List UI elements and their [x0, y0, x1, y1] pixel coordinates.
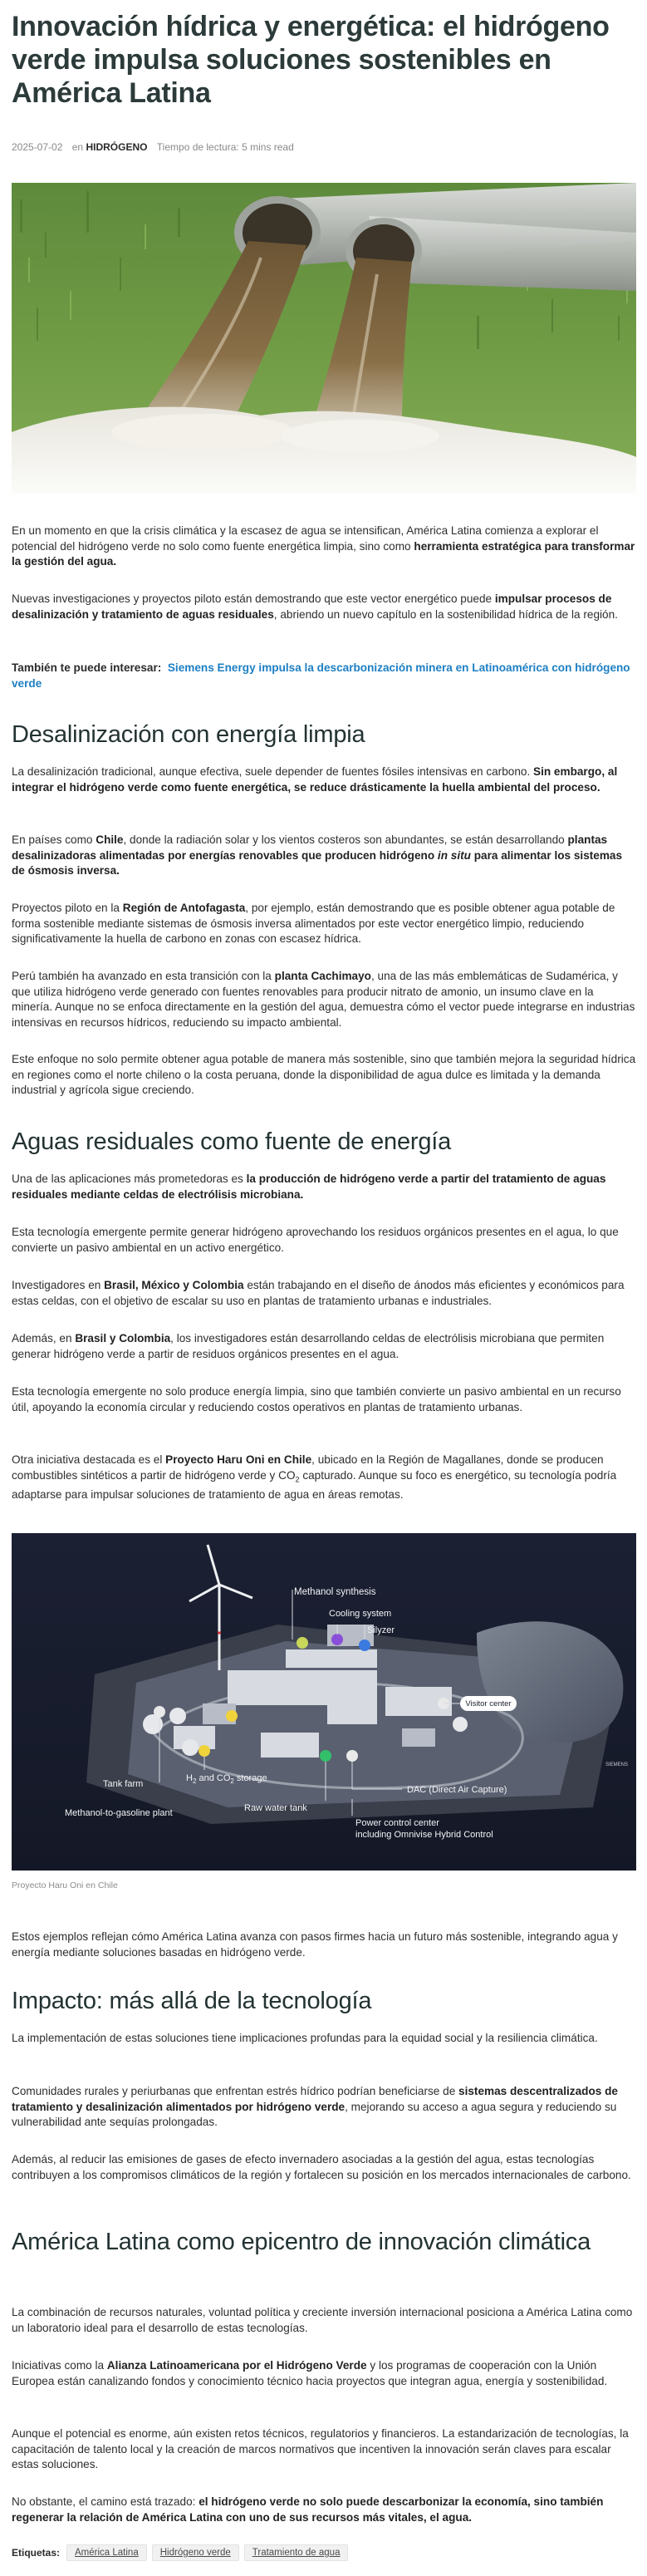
- category-link[interactable]: HIDRÓGENO: [86, 141, 148, 153]
- intro-section: [12, 524, 636, 570]
- article-title: Innovación hídrica y energética: el hidrógeno verde impulsa soluciones sostenibles en América Latina: [12, 11, 610, 109]
- desal-heading: Desalinización con energía limpia: [12, 721, 365, 748]
- corner-mark: SIEMENS: [605, 1762, 629, 1767]
- epicenter-heading: América Latina como epicentro de innovación climática: [12, 2229, 591, 2255]
- epicenter-paragraph-4: No obstante, el camino está trazado: el hidrógeno verde no solo puede descarbonizar la economía, sino también regenerar la relación de América Latina con uno de sus recursos más vitales, el agua.: [12, 2495, 604, 2524]
- intro-paragraph-1: En un momento en que la crisis climática y la escasez de agua se intensifican, América Latina comienza a explorar el potencial del hidrógeno verde no solo como fuente energética limpia, sino como herramienta estratégica para transformar la gestión del agua.: [12, 524, 635, 568]
- impact-heading: Impacto: más allá de la tecnología: [12, 1988, 372, 2014]
- article-meta: [12, 141, 294, 153]
- waste-paragraph-3: Investigadores en Brasil, México y Colombia están trabajando en el diseño de ánodos más eficientes y económicos para estas celdas, con el objetivo de escalar su uso en plantas de tratamiento urbanas e industriales.: [12, 1279, 625, 1307]
- waste-paragraph-2: Esta tecnología emergente permite generar hidrógeno aprovechando los residuos orgánicos presentes en el agua, lo que convierte un pasivo ambiental en un activo energético.: [12, 1226, 619, 1254]
- epicenter-paragraph-2: Iniciativas como la Alianza Latinoamericana por el Hidrógeno Verde y los programas de cooperación con la Unión Europea están canalizando fondos y conocimiento técnico hacia proyectos que integran agua, energía y sostenibilidad.: [12, 2359, 608, 2387]
- desal-section: [12, 720, 636, 750]
- label-omnivise: including Omnivise Hybrid Control: [355, 1830, 493, 1840]
- epicenter-paragraph-1: La combinación de recursos naturales, voluntad política y creciente inversión internacional posiciona a América Latina como un laboratorio ideal para el desarrollo de estas tecnologías.: [12, 2306, 633, 2334]
- label-visitor-center: Visitor center: [465, 1699, 512, 1708]
- tag-tratamiento-agua[interactable]: Tratamiento de agua: [244, 2544, 349, 2561]
- waste-paragraph-5: Esta tecnología emergente no solo produce energía limpia, sino que también convierte un pasivo ambiental en un recurso útil, apoyando la economía circular y reduciendo costos operativos en plantas de tratamiento urbanas.: [12, 1385, 621, 1413]
- desal-paragraph-5: Este enfoque no solo permite obtener agua potable de manera más sostenible, sino que también mejora la seguridad hídrica en regiones como el norte chileno o la costa peruana, donde la disponibilidad de agua dulce es limitada y la demanda industrial y agrícola sigue creciendo.: [12, 1053, 636, 1097]
- in-label: en: [71, 141, 84, 153]
- plant-illustration: [12, 1533, 636, 1871]
- label-tank-farm: Tank farm: [103, 1779, 144, 1789]
- tag-hidrogeno-verde[interactable]: Hidrógeno verde: [152, 2544, 239, 2561]
- epicenter-section: [12, 2227, 636, 2257]
- desal-paragraph-2: En países como Chile, donde la radiación solar y los vientos costeros son abundantes, se están desarrollando plantas desalinizadoras alimentadas por energías renovables que producen hidrógeno in situ para alimentar los sistemas de ósmosis inversa.: [12, 833, 623, 878]
- desal-paragraph-3: Proyectos piloto en la Región de Antofagasta, por ejemplo, están demostrando que es posible obtener agua potable de forma sostenible mediante sistemas de ósmosis inversa alimentados por este vector energético limpio, reduciendo significativamente la huella de carbono en zonas con escasez hídrica.: [12, 902, 615, 946]
- impact-paragraph-3: Además, al reducir las emisiones de gases de efecto invernadero asociadas a la gestión del agua, estas tecnologías contribuyen a los compromisos climáticos de la región y fortalecen su posición en los mercados internacionales de carbono.: [12, 2153, 631, 2181]
- also-link[interactable]: Siemens Energy impulsa la descarbonización minera en Latinoamérica con hidrógeno verde: [12, 661, 630, 690]
- tags-row: [12, 2544, 348, 2561]
- also-interesting: [12, 660, 636, 691]
- label-methanol-synthesis: Methanol synthesis: [294, 1587, 376, 1597]
- label-raw-water-tank: Raw water tank: [244, 1803, 307, 1813]
- impact-paragraph-2: Comunidades rurales y periurbanas que enfrentan estrés hídrico podrían beneficiarse de sistemas descentralizados de tratamiento y desalinización alimentados por hidrógeno verde, mejorando su acceso a agua segura y reduciendo su vulnerabilidad ante sequías prolongadas.: [12, 2085, 618, 2129]
- label-silyzer: Silyzer: [367, 1625, 395, 1635]
- waste-paragraph-4: Además, en Brasil y Colombia, los investigadores están desarrollando celdas de electrólisis microbiana que permiten generar hidrógeno verde a partir de residuos orgánicos presentes en el agua.: [12, 1332, 605, 1360]
- reading-time: Tiempo de lectura: 5 mins read: [156, 141, 294, 153]
- article-date: 2025-07-02: [12, 141, 63, 153]
- impact-paragraph-1: La implementación de estas soluciones tiene implicaciones profundas para la equidad social y la resiliencia climática.: [12, 2032, 598, 2044]
- impact-section: [12, 1986, 636, 2016]
- tags-label: Etiquetas:: [12, 2547, 61, 2559]
- desal-paragraph-4: Perú también ha avanzado en esta transición con la planta Cachimayo, una de las más emblemáticas de Sudamérica, y que utiliza hidrógeno verde generado con fuentes renovables para producir nitrato de amonio, un insumo clave en la minería. Aunque no se enfoca directamente en la gestión del agua, demuestra cómo el vector puede integrarse en industrias intensivas en recursos hídricos, reduciendo su impacto ambiental.: [12, 970, 635, 1029]
- label-h2-co2-storage: $H_2$ and $CO_2$ storage: [186, 1773, 267, 1785]
- intro-paragraph-2: Nuevas investigaciones y proyectos piloto están demostrando que este vector energético puede impulsar procesos de desalinización y tratamiento de aguas residuales, abriendo un nuevo capítulo en la sostenibilidad hídrica de la región.: [12, 592, 618, 621]
- label-power-control: Power control center: [355, 1818, 439, 1828]
- epicenter-paragraph-3: Aunque el potencial es enorme, aún existen retos técnicos, regulatorios y financieros. La estandarización de tecnologías, la capacitación de talento local y la creación de marcos normativos que incentiven la innovación serán claves para escalar estas soluciones.: [12, 2427, 629, 2471]
- waste-paragraph-6: Otra iniciativa destacada es el Proyecto Haru Oni en Chile, ubicado en la Región de Magallanes, donde se producen combustibles sintéticos a partir de hidrógeno verde y $CO_2$ capturado. Aunque su foco es energético, su tecnología podría adaptarse para impulsar soluciones de tratamiento de agua en áreas remotas.: [12, 1453, 617, 1501]
- after-plant-paragraph: Estos ejemplos reflejan cómo América Latina avanza con pasos firmes hacia un futuro más sostenible, integrando agua y energía mediante soluciones basadas en hidrógeno verde.: [12, 1930, 618, 1959]
- hero-illustration: [12, 183, 636, 494]
- tag-america-latina[interactable]: América Latina: [66, 2544, 147, 2561]
- also-label: También te puede interesar:: [12, 661, 162, 674]
- image-caption: Proyecto Haru Oni en Chile: [12, 1880, 118, 1890]
- desal-paragraph-1: La desalinización tradicional, aunque efectiva, suele depender de fuentes fósiles intensivas en carbono. Sin embargo, al integrar el hidrógeno verde como fuente energética, se reduce drásticamente la huella ambiental del proceso.: [12, 765, 618, 794]
- hero-image: [12, 183, 636, 494]
- label-dac: DAC (Direct Air Capture): [407, 1785, 507, 1795]
- waste-section: [12, 1127, 636, 1157]
- waste-paragraph-1: Una de las aplicaciones más prometedoras es la producción de hidrógeno verde a partir del tratamiento de aguas residuales mediante celdas de electrólisis microbiana.: [12, 1172, 606, 1201]
- haru-oni-image: [12, 1533, 636, 1871]
- label-methanol-to-gasoline: Methanol-to-gasoline plant: [65, 1808, 173, 1818]
- intro-p2-wrap: [12, 592, 636, 622]
- label-cooling-system: Cooling system: [329, 1609, 392, 1619]
- waste-heading: Aguas residuales como fuente de energía: [12, 1128, 452, 1155]
